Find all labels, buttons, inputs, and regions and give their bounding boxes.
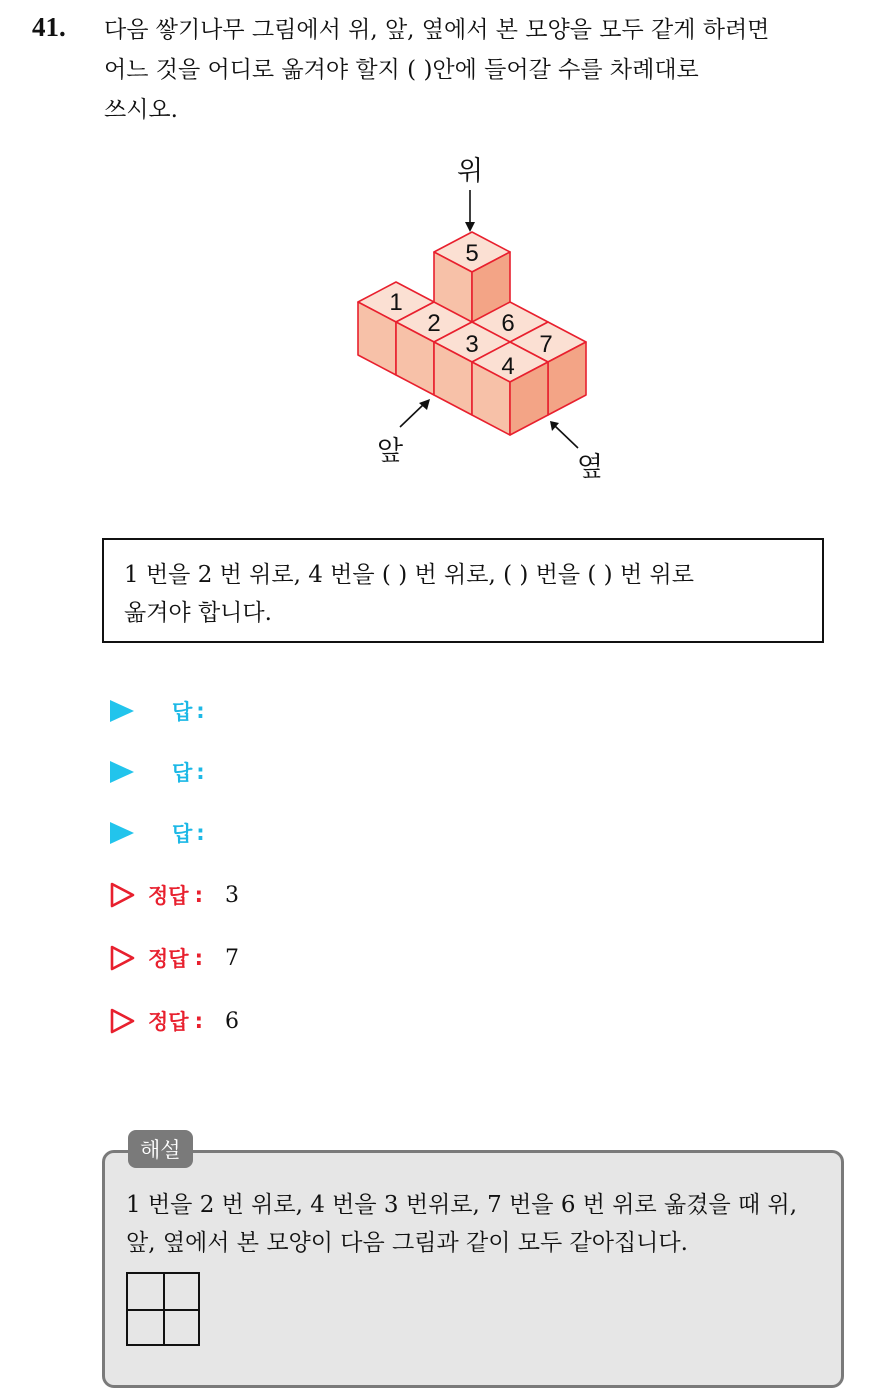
arrow-top-head-icon: [465, 222, 475, 232]
play-triangle-icon: [110, 700, 134, 722]
question-number: 41.: [32, 12, 66, 42]
correct-answer-row: [110, 880, 239, 910]
correct-answer-colon: :: [194, 883, 203, 907]
cube-label-6: 6: [501, 310, 515, 337]
answer-row: [110, 757, 205, 787]
question-text: [104, 10, 864, 130]
correct-answer-colon: :: [194, 1009, 203, 1033]
correct-answer-value: 7: [224, 945, 239, 971]
explanation-text: [126, 1186, 826, 1262]
isometric-cubes-illustration: [330, 145, 630, 490]
statement-box: [102, 538, 824, 643]
outline-triangle-icon: [110, 945, 136, 971]
answer-row: [110, 818, 205, 848]
grid-divider: [128, 1309, 198, 1311]
question-line: 어느 것을 어디로 옮겨야 할지 ( )안에 들어갈 수를 차례대로: [104, 57, 699, 83]
outline-triangle-icon: [110, 1008, 136, 1034]
question-line: 다음 쌓기나무 그림에서 위, 앞, 옆에서 본 모양을 모두 같게 하려면: [104, 17, 770, 43]
cube-label-1: 1: [389, 289, 403, 316]
answer-colon: :: [196, 760, 205, 784]
arrow-front-icon: [400, 404, 424, 427]
answer-label: 답: [172, 761, 193, 785]
correct-answer-colon: :: [194, 946, 203, 970]
correct-answer-label: 정답: [148, 884, 189, 908]
answer-colon: :: [196, 699, 205, 723]
correct-answer-row: [110, 1006, 239, 1036]
play-triangle-icon: [110, 822, 134, 844]
cube-label-7: 7: [539, 331, 553, 358]
cube-label-3: 3: [465, 331, 479, 358]
play-triangle-icon: [110, 761, 134, 783]
label-front: 앞: [376, 436, 404, 467]
answer-row: [110, 696, 205, 726]
correct-answer-row: [110, 943, 239, 973]
explanation-line: 앞, 옆에서 본 모양이 다음 그림과 같이 모두 같아집니다.: [126, 1230, 688, 1256]
cube-label-4: 4: [501, 353, 515, 380]
label-side: 옆: [576, 452, 604, 483]
answer-label: 답: [172, 700, 193, 724]
view-shape-grid: [126, 1272, 200, 1346]
block-stack-figure: [330, 145, 630, 490]
correct-answer-value: 3: [224, 882, 239, 908]
label-top: 위: [456, 156, 484, 187]
answer-colon: :: [196, 821, 205, 845]
outline-triangle-icon: [110, 882, 136, 908]
arrow-front-head-icon: [419, 399, 430, 410]
statement-line: 1 번을 2 번 위로, 4 번을 ( ) 번 위로, ( ) 번을 ( ) 번 위로: [124, 562, 694, 588]
answer-label: 답: [172, 822, 193, 846]
statement-line: 옮겨야 합니다.: [124, 600, 272, 626]
correct-answer-value: 6: [224, 1008, 239, 1034]
correct-answer-label: 정답: [148, 947, 189, 971]
question-line: 쓰시오.: [104, 97, 178, 123]
explanation-tab: 해설: [128, 1130, 193, 1168]
cube-label-5: 5: [465, 240, 479, 267]
cube-label-2: 2: [427, 310, 441, 337]
arrow-side-icon: [555, 426, 578, 448]
correct-answer-label: 정답: [148, 1010, 189, 1034]
explanation-line: 1 번을 2 번 위로, 4 번을 3 번위로, 7 번을 6 번 위로 옮겼을 때 위,: [126, 1192, 798, 1218]
